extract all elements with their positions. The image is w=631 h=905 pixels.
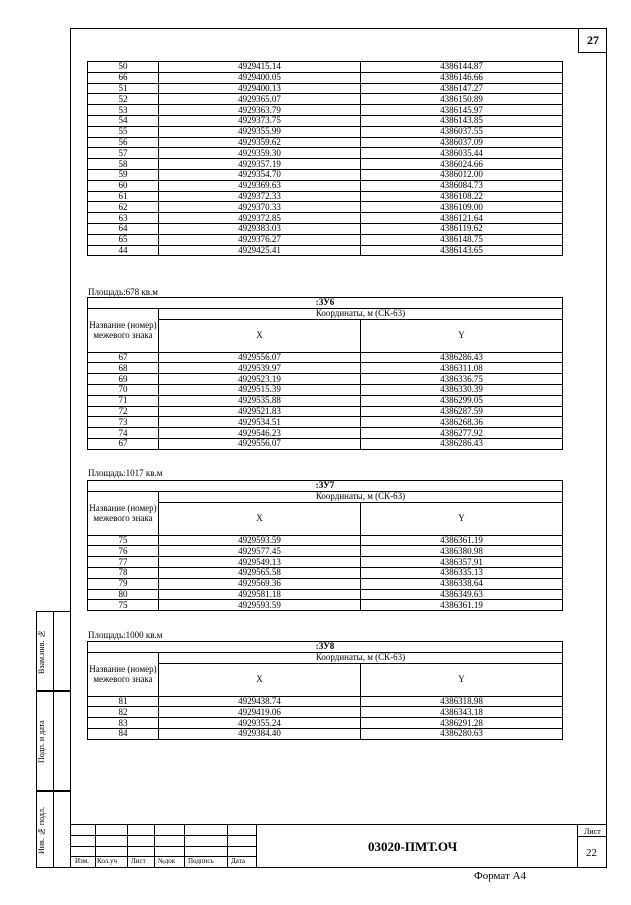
- table-row: [88, 159, 563, 170]
- section-title: :ЗУ6: [88, 298, 563, 309]
- point-name-cell: 84: [88, 728, 159, 739]
- y-coord-cell: 4386121.64: [361, 213, 563, 224]
- x-coord-cell: 4929355.99: [159, 126, 361, 137]
- table-row: [88, 363, 563, 374]
- area-label-0: Площадь:678 кв.м: [88, 287, 158, 297]
- table-row: [88, 589, 563, 600]
- x-coord-cell: 4929549.13: [159, 557, 361, 568]
- x-coord-cell: 4929535.88: [159, 395, 361, 406]
- y-coord-cell: 4386147.27: [361, 83, 563, 94]
- y-coord-cell: 4386349.63: [361, 589, 563, 600]
- x-coord-cell: 4929593.59: [159, 600, 361, 611]
- x-coord-cell: 4929415.14: [159, 62, 361, 73]
- table-row: [88, 728, 563, 739]
- y-coord-cell: 4386119.62: [361, 223, 563, 234]
- table-row: [88, 72, 563, 83]
- table-row: [88, 578, 563, 589]
- table-row: [88, 308, 563, 319]
- point-name-cell: 75: [88, 535, 159, 546]
- table-row: [88, 406, 563, 417]
- x-coord-cell: 4929593.59: [159, 535, 361, 546]
- point-name-cell: 59: [88, 169, 159, 180]
- table-row: [88, 191, 563, 202]
- point-name-cell: 63: [88, 213, 159, 224]
- point-name-cell: 64: [88, 223, 159, 234]
- x-coord-cell: 4929376.27: [159, 234, 361, 245]
- y-coord-cell: 4386143.85: [361, 115, 563, 126]
- y-coord-cell: 4386268.36: [361, 417, 563, 428]
- table-row: [88, 557, 563, 568]
- page-number: 27: [578, 29, 607, 53]
- x-coord-cell: 4929365.07: [159, 94, 361, 105]
- x-coord-cell: 4929373.75: [159, 115, 361, 126]
- point-name-cell: 71: [88, 395, 159, 406]
- x-column-header: X: [159, 502, 361, 535]
- coords-table-0: [87, 61, 563, 256]
- table-row: [88, 696, 563, 707]
- y-coord-cell: 4386335.13: [361, 567, 563, 578]
- point-name-cell: 50: [88, 62, 159, 73]
- coords-table-2: [87, 480, 563, 611]
- side-label-sign-date: Подп. и дата: [37, 720, 46, 764]
- table-row: [88, 438, 563, 449]
- table-row: [88, 491, 563, 502]
- x-coord-cell: 4929539.97: [159, 363, 361, 374]
- table-row: [88, 115, 563, 126]
- y-coord-cell: 4386037.55: [361, 126, 563, 137]
- coords-table-3: [87, 641, 563, 740]
- point-name-cell: 58: [88, 159, 159, 170]
- table-row: [88, 652, 563, 663]
- y-coord-cell: 4386277.92: [361, 428, 563, 439]
- section-title: :ЗУ8: [88, 642, 563, 653]
- format-label: Формат А4: [474, 870, 527, 882]
- caption-signature: Подпись: [188, 857, 214, 865]
- x-coord-cell: 4929581.18: [159, 589, 361, 600]
- point-name-cell: 70: [88, 384, 159, 395]
- point-name-cell: 83: [88, 718, 159, 729]
- y-coord-cell: 4386109.00: [361, 202, 563, 213]
- x-coord-cell: 4929400.13: [159, 83, 361, 94]
- x-coord-cell: 4929372.85: [159, 213, 361, 224]
- name-column-header: Название (номер) межевого знака: [88, 652, 159, 696]
- y-coord-cell: 4386343.18: [361, 707, 563, 718]
- caption-sheet: Лист: [131, 857, 146, 865]
- point-name-cell: 69: [88, 374, 159, 385]
- point-name-cell: 75: [88, 600, 159, 611]
- point-name-cell: 80: [88, 589, 159, 600]
- x-coord-cell: 4929577.45: [159, 546, 361, 557]
- point-name-cell: 57: [88, 148, 159, 159]
- area-label-1: Площадь:1017 кв.м: [88, 468, 163, 478]
- point-name-cell: 74: [88, 428, 159, 439]
- table-row: [88, 395, 563, 406]
- x-coord-cell: 4929359.62: [159, 137, 361, 148]
- x-coord-cell: 4929425.41: [159, 245, 361, 256]
- table-row: [88, 663, 563, 696]
- caption-change: Изм.: [75, 857, 89, 865]
- x-coord-cell: 4929419.06: [159, 707, 361, 718]
- point-name-cell: 77: [88, 557, 159, 568]
- y-coord-cell: 4386318.98: [361, 696, 563, 707]
- name-column-header: Название (номер) межевого знака: [88, 308, 159, 352]
- point-name-cell: 73: [88, 417, 159, 428]
- point-name-cell: 78: [88, 567, 159, 578]
- table-row: [88, 202, 563, 213]
- table-row: [88, 105, 563, 116]
- side-label-orig-inv: Инв. № подл.: [37, 807, 46, 854]
- y-coord-cell: 4386291.28: [361, 718, 563, 729]
- x-coord-cell: 4929384.40: [159, 728, 361, 739]
- point-name-cell: 54: [88, 115, 159, 126]
- x-coord-cell: 4929523.19: [159, 374, 361, 385]
- table-row: [88, 428, 563, 439]
- x-column-header: X: [159, 319, 361, 352]
- point-name-cell: 53: [88, 105, 159, 116]
- table-row: [88, 502, 563, 535]
- point-name-cell: 76: [88, 546, 159, 557]
- point-name-cell: 61: [88, 191, 159, 202]
- y-coord-cell: 4386361.19: [361, 600, 563, 611]
- y-coord-cell: 4386280.63: [361, 728, 563, 739]
- coords-column-header: Координаты, м (СК-63): [159, 491, 563, 502]
- table-row: [88, 481, 563, 492]
- point-name-cell: 52: [88, 94, 159, 105]
- y-coord-cell: 4386012.00: [361, 169, 563, 180]
- x-coord-cell: 4929355.24: [159, 718, 361, 729]
- y-coord-cell: 4386338.64: [361, 578, 563, 589]
- coords-column-header: Координаты, м (СК-63): [159, 308, 563, 319]
- side-stamp-signature: [36, 691, 70, 791]
- y-column-header: Y: [361, 319, 563, 352]
- point-name-cell: 81: [88, 696, 159, 707]
- table-row: [88, 94, 563, 105]
- x-coord-cell: 4929357.19: [159, 159, 361, 170]
- coords-table-1: [87, 297, 563, 450]
- point-name-cell: 79: [88, 578, 159, 589]
- coords-column-header: Координаты, м (СК-63): [159, 652, 563, 663]
- table-row: [88, 567, 563, 578]
- x-coord-cell: 4929363.79: [159, 105, 361, 116]
- table-row: [88, 137, 563, 148]
- y-coord-cell: 4386287.59: [361, 406, 563, 417]
- y-coord-cell: 4386150.89: [361, 94, 563, 105]
- y-coord-cell: 4386311.08: [361, 363, 563, 374]
- y-coord-cell: 4386148.75: [361, 234, 563, 245]
- y-coord-cell: 4386361.19: [361, 535, 563, 546]
- x-coord-cell: 4929521.83: [159, 406, 361, 417]
- x-coord-cell: 4929569.36: [159, 578, 361, 589]
- table-row: [88, 148, 563, 159]
- table-row: [88, 352, 563, 363]
- document-code: 03020-ПМТ.ОЧ: [368, 839, 458, 854]
- point-name-cell: 55: [88, 126, 159, 137]
- point-name-cell: 56: [88, 137, 159, 148]
- name-column-header: Название (номер) межевого знака: [88, 491, 159, 535]
- sheet-number: 22: [586, 847, 597, 859]
- y-coord-cell: 4386035.44: [361, 148, 563, 159]
- title-block: [70, 824, 607, 868]
- x-coord-cell: 4929546.23: [159, 428, 361, 439]
- x-coord-cell: 4929359.30: [159, 148, 361, 159]
- table-row: [88, 707, 563, 718]
- table-row: [88, 384, 563, 395]
- x-coord-cell: 4929438.74: [159, 696, 361, 707]
- y-coord-cell: 4386024.66: [361, 159, 563, 170]
- section-title: :ЗУ7: [88, 481, 563, 492]
- x-coord-cell: 4929556.07: [159, 438, 361, 449]
- point-name-cell: 60: [88, 180, 159, 191]
- table-row: [88, 718, 563, 729]
- table-row: [88, 642, 563, 653]
- sheet-label: Лист: [584, 827, 601, 836]
- point-name-cell: 67: [88, 438, 159, 449]
- x-coord-cell: 4929556.07: [159, 352, 361, 363]
- y-coord-cell: 4386143.65: [361, 245, 563, 256]
- y-coord-cell: 4386380.98: [361, 546, 563, 557]
- point-name-cell: 67: [88, 352, 159, 363]
- y-coord-cell: 4386037.09: [361, 137, 563, 148]
- table-row: [88, 126, 563, 137]
- area-label-2: Площадь:1000 кв.м: [88, 630, 163, 640]
- table-row: [88, 83, 563, 94]
- table-row: [88, 62, 563, 73]
- side-stamp-original: [36, 791, 70, 868]
- y-column-header: Y: [361, 502, 563, 535]
- y-coord-cell: 4386084.73: [361, 180, 563, 191]
- point-name-cell: 72: [88, 406, 159, 417]
- side-stamp-approval: [36, 611, 70, 691]
- table-row: [88, 298, 563, 309]
- table-row: [88, 223, 563, 234]
- y-coord-cell: 4386144.87: [361, 62, 563, 73]
- x-coord-cell: 4929515.39: [159, 384, 361, 395]
- x-coord-cell: 4929534.51: [159, 417, 361, 428]
- caption-doc-no: №док: [158, 857, 176, 865]
- y-coord-cell: 4386336.75: [361, 374, 563, 385]
- table-row: [88, 319, 563, 352]
- point-name-cell: 51: [88, 83, 159, 94]
- y-coord-cell: 4386286.43: [361, 352, 563, 363]
- x-coord-cell: 4929354.70: [159, 169, 361, 180]
- table-row: [88, 546, 563, 557]
- y-coord-cell: 4386108.22: [361, 191, 563, 202]
- y-coord-cell: 4386145.97: [361, 105, 563, 116]
- y-coord-cell: 4386299.05: [361, 395, 563, 406]
- point-name-cell: 66: [88, 72, 159, 83]
- y-coord-cell: 4386286.43: [361, 438, 563, 449]
- x-coord-cell: 4929383.03: [159, 223, 361, 234]
- x-coord-cell: 4929565.58: [159, 567, 361, 578]
- table-row: [88, 213, 563, 224]
- table-row: [88, 535, 563, 546]
- table-row: [88, 374, 563, 385]
- y-coord-cell: 4386330.39: [361, 384, 563, 395]
- x-coord-cell: 4929372.33: [159, 191, 361, 202]
- table-row: [88, 417, 563, 428]
- point-name-cell: 44: [88, 245, 159, 256]
- point-name-cell: 82: [88, 707, 159, 718]
- point-name-cell: 68: [88, 363, 159, 374]
- x-coord-cell: 4929400.05: [159, 72, 361, 83]
- side-label-replace-inv: Взам.инв. №: [37, 629, 46, 675]
- point-name-cell: 62: [88, 202, 159, 213]
- y-coord-cell: 4386357.91: [361, 557, 563, 568]
- table-row: [88, 169, 563, 180]
- caption-count: Кол.уч: [97, 857, 117, 865]
- x-column-header: X: [159, 663, 361, 696]
- x-coord-cell: 4929369.63: [159, 180, 361, 191]
- table-row: [88, 234, 563, 245]
- x-coord-cell: 4929370.33: [159, 202, 361, 213]
- caption-date: Дата: [231, 857, 245, 865]
- y-coord-cell: 4386146.66: [361, 72, 563, 83]
- table-row: [88, 245, 563, 256]
- table-row: [88, 180, 563, 191]
- point-name-cell: 65: [88, 234, 159, 245]
- y-column-header: Y: [361, 663, 563, 696]
- table-row: [88, 600, 563, 611]
